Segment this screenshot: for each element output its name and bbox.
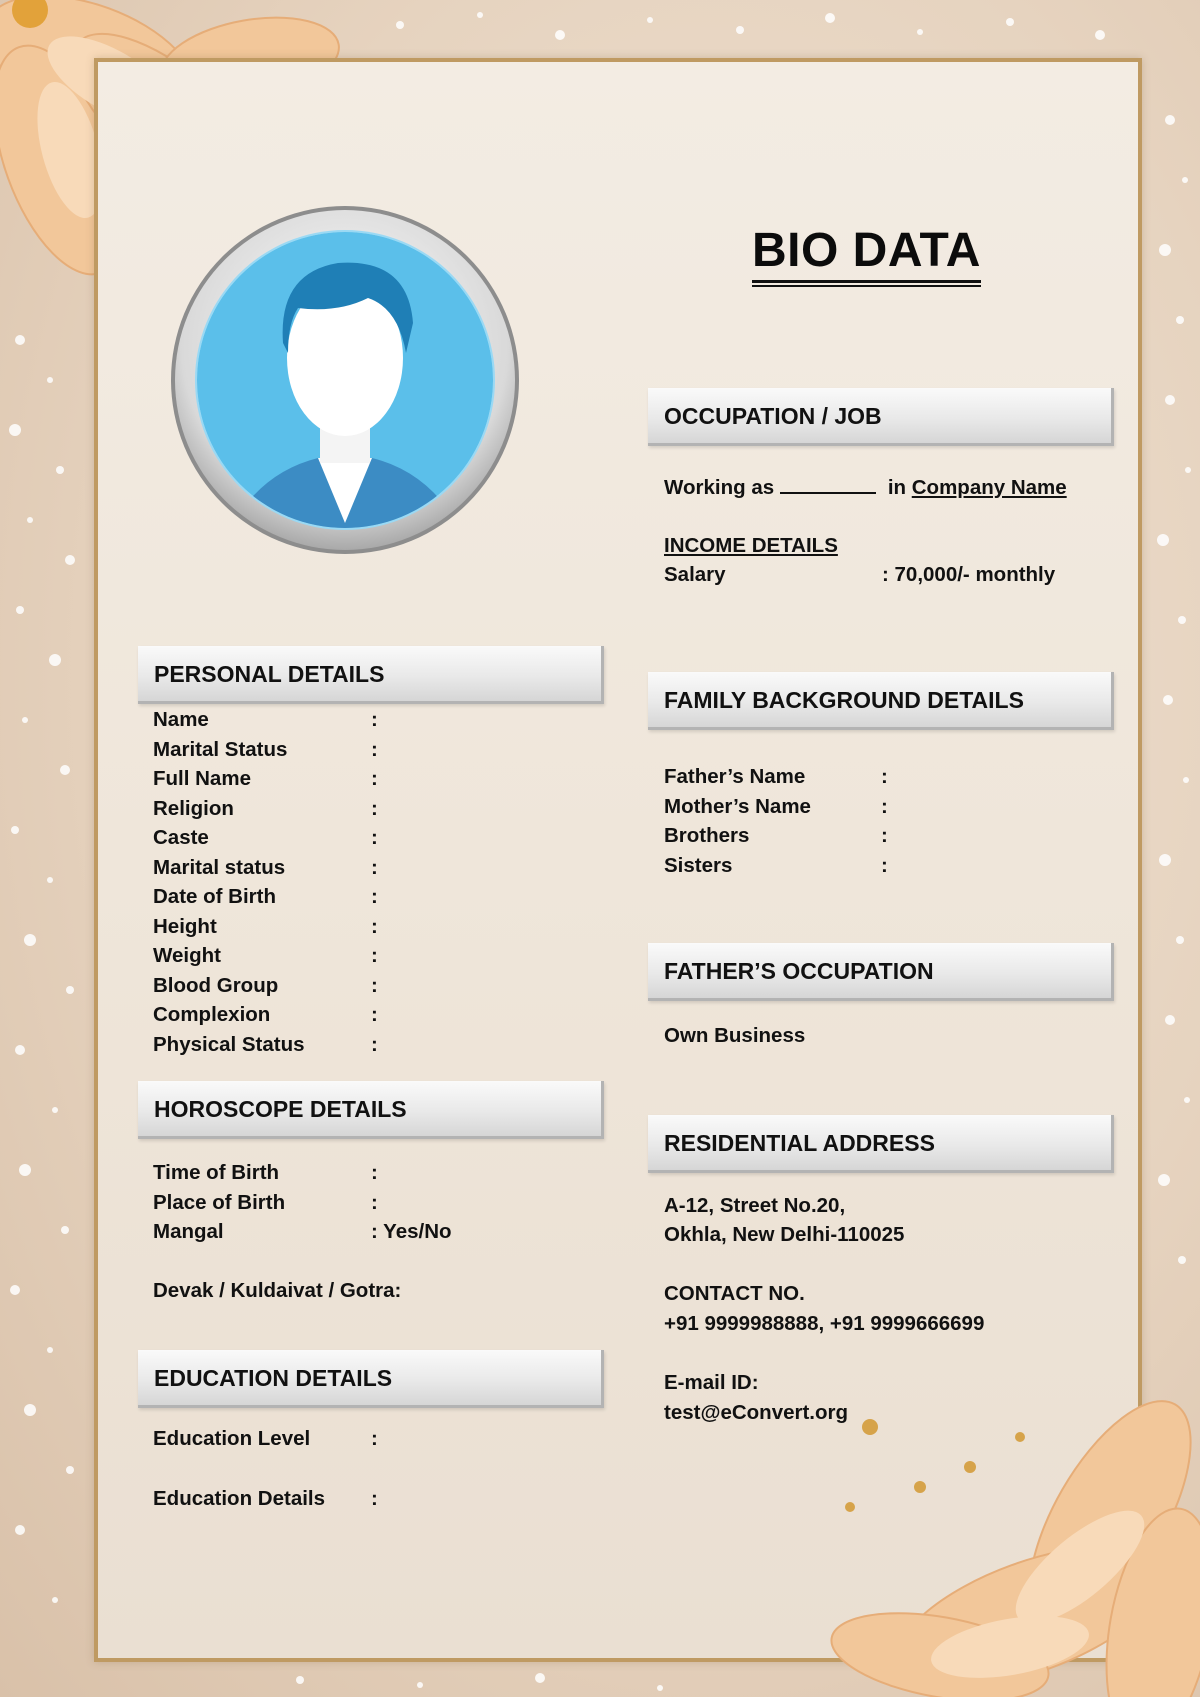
mangal-value: : Yes/No (371, 1220, 452, 1243)
field-colon: : (371, 915, 378, 938)
field-colon: : (371, 1161, 378, 1184)
profile-photo (168, 203, 522, 557)
field-label: Weight (153, 944, 221, 967)
occupation-header-label: OCCUPATION / JOB (664, 403, 882, 429)
field-colon: : (371, 885, 378, 908)
field-colon: : (371, 1033, 378, 1056)
company-name: Company Name (911, 476, 1067, 499)
working-as-line (664, 474, 1067, 501)
job-title-blank (780, 474, 876, 494)
father-occupation-value: Own Business (664, 1024, 806, 1047)
mangal-label: Mangal (153, 1220, 224, 1243)
address-line-2: Okhla, New Delhi-110025 (664, 1223, 905, 1246)
field-colon: : (371, 974, 378, 997)
field-colon: : (371, 738, 378, 761)
field-colon: : (371, 708, 378, 731)
email-value: test@eConvert.org (664, 1401, 849, 1424)
residential-address-header (648, 1115, 1114, 1173)
field-colon: : (881, 854, 888, 877)
address-line-1: A-12, Street No.20, (664, 1194, 846, 1217)
salary-value: : 70,000/- monthly (882, 563, 1056, 586)
field-label: Blood Group (153, 974, 279, 997)
field-colon: : (371, 1191, 378, 1214)
contact-value: +91 9999988888, +91 9999666699 (664, 1312, 985, 1335)
education-details-label: Education Details (153, 1487, 326, 1510)
education-details-header-label: EDUCATION DETAILS (154, 1365, 393, 1391)
field-label: Brothers (664, 824, 750, 847)
personal-details-header (138, 646, 604, 704)
personal-details-header-label: PERSONAL DETAILS (154, 661, 385, 687)
field-colon: : (371, 1003, 378, 1026)
education-details-header (138, 1350, 604, 1408)
field-label: Physical Status (153, 1033, 305, 1056)
field-label: Complexion (153, 1003, 271, 1026)
email-label: E-mail ID: (664, 1371, 759, 1394)
field-colon: : (881, 765, 888, 788)
flower-decoration-bottom-right (780, 1397, 1200, 1697)
income-details-heading: INCOME DETAILS (664, 534, 838, 557)
contact-label: CONTACT NO. (664, 1282, 805, 1305)
field-label: Date of Birth (153, 885, 276, 908)
in-label: in (887, 476, 907, 499)
field-label: Height (153, 915, 217, 938)
field-colon: : (371, 944, 378, 967)
field-label: Mother’s Name (664, 795, 811, 818)
field-label: Marital status (153, 856, 286, 879)
education-level-label: Education Level (153, 1427, 311, 1450)
horoscope-details-header (138, 1081, 604, 1139)
field-colon: : (881, 795, 888, 818)
field-label: Marital Status (153, 738, 288, 761)
field-label: Sisters (664, 854, 733, 877)
field-colon: : (371, 826, 378, 849)
field-label: Name (153, 708, 209, 731)
field-label: Father’s Name (664, 765, 806, 788)
field-label: Caste (153, 826, 209, 849)
residential-address-header-label: RESIDENTIAL ADDRESS (664, 1130, 935, 1156)
place-of-birth-label: Place of Birth (153, 1191, 286, 1214)
field-colon: : (371, 797, 378, 820)
salary-label: Salary (664, 563, 726, 586)
working-as-label: Working as (664, 476, 775, 499)
field-colon: : (371, 856, 378, 879)
father-occupation-header (648, 943, 1114, 1001)
page-title: BIO DATA (752, 224, 981, 283)
field-colon: : (371, 1487, 378, 1510)
family-background-header (648, 672, 1114, 730)
family-background-header-label: FAMILY BACKGROUND DETAILS (664, 687, 1024, 713)
devak-gotra-label: Devak / Kuldaivat / Gotra: (153, 1279, 402, 1302)
field-colon: : (881, 824, 888, 847)
horoscope-details-header-label: HOROSCOPE DETAILS (154, 1096, 407, 1122)
occupation-header (648, 388, 1114, 446)
field-label: Religion (153, 797, 234, 820)
father-occupation-header-label: FATHER’S OCCUPATION (664, 958, 934, 984)
field-colon: : (371, 767, 378, 790)
time-of-birth-label: Time of Birth (153, 1161, 280, 1184)
field-label: Full Name (153, 767, 251, 790)
field-colon: : (371, 1427, 378, 1450)
